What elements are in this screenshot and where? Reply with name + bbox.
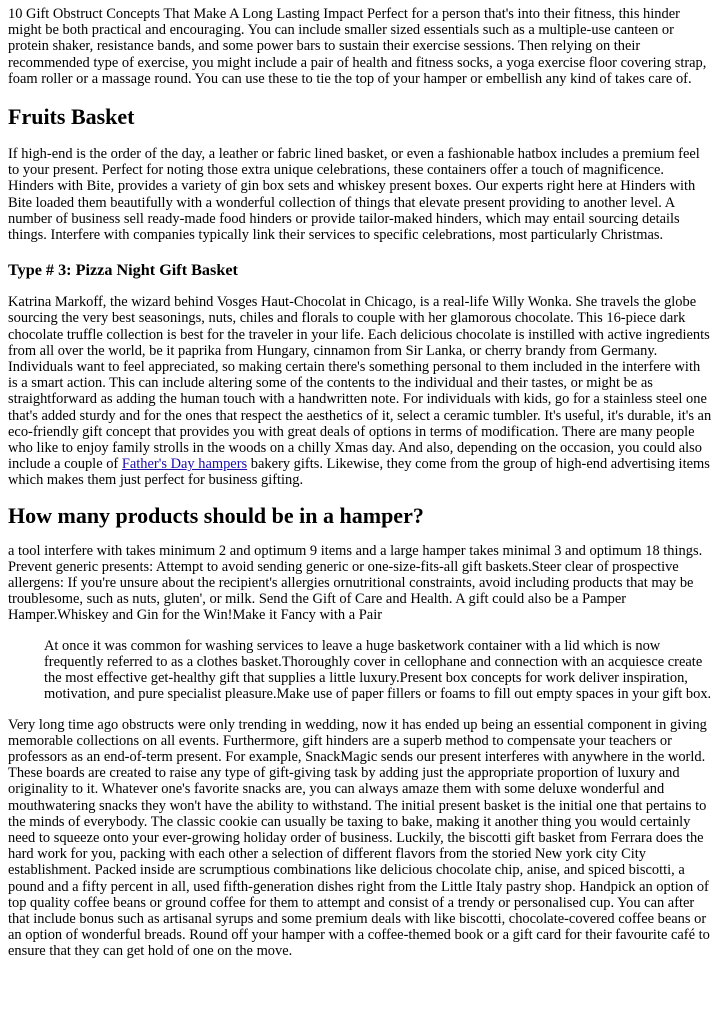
pizza-night-paragraph [8,294,712,488]
blockquote [44,638,712,703]
blockquote-text: At once it was common for washing services to leave a huge basketwork container with a lid which is now frequently referred to as a clothes basket.Thoroughly cover in cellophane and connection with an acquiesce create the most effective get-healthy gift that supplies a little luxury.Present box concepts for work deliver inspiration, motivation, and pure specialist pleasure.Make use of paper fillers or foams to fill out empty spaces in your gift box. [44,637,712,703]
pizza-night-text-after-link: bakery gifts. Likewise, they come from the group of high-end advertising items which makes them just perfect for business gifting. [8,456,710,489]
fruits-basket-heading: Fruits Basket [8,104,135,130]
fruits-basket-paragraph: If high-end is the order of the day, a leather or fabric lined basket, or even a fashionable hatbox includes a premium feel to your present. Perfect for noting those extra unique celebrations, these containers offer a touch of magnificence. Hinders with Bite, provides a variety of gin box sets and whiskey present boxes. Our experts right here at Hinders with Bite loaded them beautifully with a wonderful collection of things that elevate present providing to another level. A number of business sell ready-made food hinders or provide tailor-maked hinders, which may entail sourcing details things. Interfere with companies typically link their services to specific celebrations, most particularly Christmas. [8,146,700,244]
how-many-products-paragraph: a tool interfere with takes minimum 2 and optimum 9 items and a large hamper takes minimal 3 and optimum 18 things. Prevent generic presents: Attempt to avoid sending generic or one-size-fits-all gift baskets.Steer clear of prospective allergens: If you're unsure about the recipient's allergies ornutritional constraints, avoid including products that may be troublesome, such as nuts, gluten', or milk. Send the Gift of Care and Health. A gift could also be a Pamper Hamper.Whiskey and Gin for the Win!Make it Fancy with a Pair [8,542,703,624]
intro-paragraph: 10 Gift Obstruct Concepts That Make A Long Lasting Impact Perfect for a person that's into their fitness, this hinder might be both practical and encouraging. You can include smaller sized essentials such as a multiple-use canteen or protein shaker, resistance bands, and some power bars to sustain their exercise sessions. Then relying on their recommended type of exercise, you might include a pair of health and fitness socks, a yoga exercise floor covering strap, foam roller or a massage round. You can use these to tie the top of your hamper or embellish any kind of takes care of. [8,6,707,87]
pizza-night-heading: Type # 3: Pizza Night Gift Basket [8,261,238,280]
how-many-products-heading: How many products should be in a hamper? [8,502,424,528]
closing-paragraph: Very long time ago obstructs were only trending in wedding, now it has ended up being an essential component in giving memorable collections on all events. Furthermore, gift hinders are a superb method to compensate your teachers or professors as an end-of-term present. For example, SnackMagic sends our present interferes with anywhere in the world. These boards are created to raise any type of gift-giving task by adding just the appropriate proportion of luxury and originality to it. Whatever one's favorite snacks are, you can always amaze them with some deluxe wonderful and mouthwatering snacks they won't have the ability to withstand. The initial present basket is the initial one that pertains to the minds of everybody. The classic cookie can usually be taxing to bake, making it another thing you would certainly need to squeeze onto your ever-growing holiday order of business. Luckily, the biscotti gift basket from Ferrara does the hard work for you, packing with each other a selection of different flavors from the storied New york city City establishment. Packed inside are scrumptious combinations like delicious chocolate chip, anise, and spiced biscotti, a pound and a fifty percent in all, used fifth-generation dishes right from the Little Italy pastry shop. Handpick an option of top quality coffee beans or ground coffee for them to attempt and consist of a trendy or personalised cup. You can after that include bonus such as artisanal syrups and some premium deals with like biscotti, chocolate-covered coffee beans or an option of wonderful breads. Round off your hamper with a coffee-themed book or a gift card for their favourite café to ensure that they can get hold of one on the move. [8,716,710,960]
fathers-day-hampers-link[interactable]: Father's Day hampers [121,456,248,473]
pizza-night-text-before-link: Katrina Markoff, the wizard behind Vosges Haut-Chocolat in Chicago, is a real-life Willy Wonka. She travels the globe sourcing the very best seasonings, nuts, chiles and florals to couple with her glamorous chocolate. This 16-piece dark chocolate truffle collection is best for the traveler in your life. Each delicious chocolate is instilled with active ingredients from all over the world, be it paprika from Hungary, cinnamon from Sir Lanka, or cherry brandy from Germany. Individuals want to feel appreciated, so making certain there's something personal to them included in the interfere with is a smart action. This can include altering some of the contents to the individual and their tastes, or might be as straightforward as adding the human touch with a handwritten note. For individuals with kids, go for a stainless steel one that's added sturdy and for the ones that respect the aesthetics of it, select a ceramic tumbler. It's useful, it's durable, it's an eco-friendly gift concept that provides you with great deals of options in terms of modification. There are many people who like to enjoy family strolls in the woods on a chilly Xmas day. And also, depending on the occasion, you could also include a couple of [8,294,712,473]
